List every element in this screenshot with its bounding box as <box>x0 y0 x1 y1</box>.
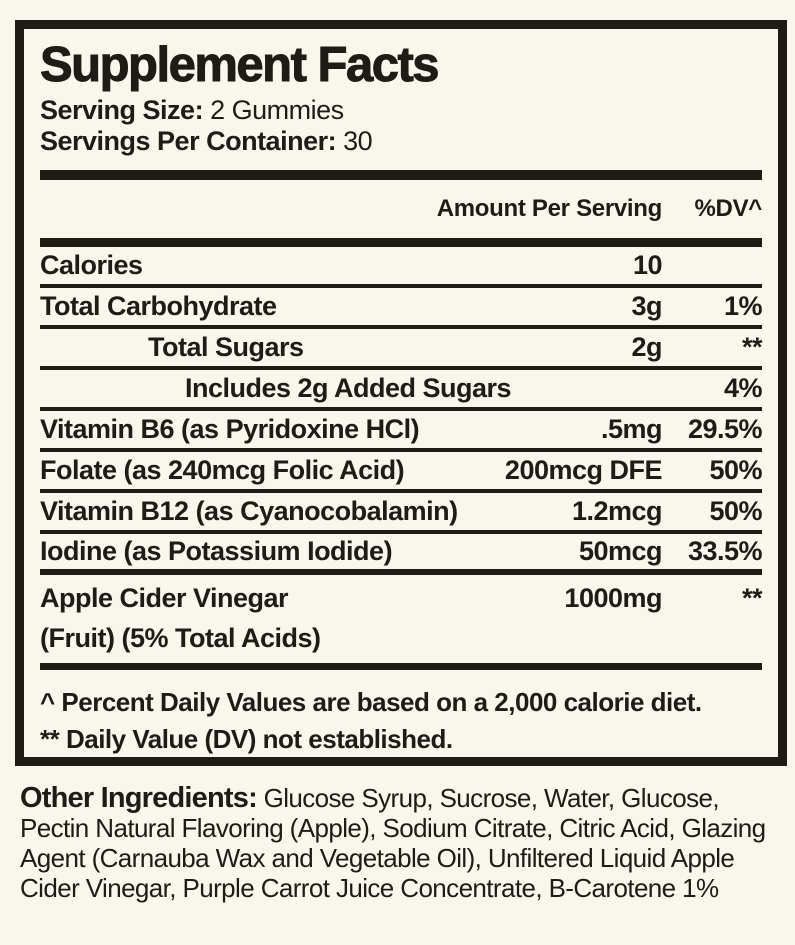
row-name-line2: (Fruit) (5% Total Acids) <box>40 623 321 653</box>
column-header-row <box>40 180 762 238</box>
row-dv: 50% <box>709 496 762 526</box>
row-name: Folate (as 240mcg Folic Acid) <box>40 455 405 485</box>
table-row-vitamin-b6 <box>40 411 762 452</box>
column-header-dv: %DV^ <box>694 195 762 222</box>
row-dv: 4% <box>723 373 762 403</box>
table-row-added-sugars <box>40 370 762 411</box>
row-amount: .5mg <box>600 414 662 444</box>
supplement-facts-panel <box>15 20 787 766</box>
panel-title: Supplement Facts <box>40 38 439 92</box>
servings-per-container-line <box>40 126 762 157</box>
servings-per-container-label: Servings Per Container: <box>40 126 337 156</box>
row-name-line1: Apple Cider Vinegar <box>40 583 289 613</box>
other-ingredients-text: Glucose Syrup, Sucrose, Water, Glucose, Pectin Natural Flavoring (Apple), Sodium Citrate, Citric Acid, Glazing Agent (Carnauba Wax and Vegetable Oil), Unfiltered Liquid Apple Cider Vinegar, Purple Carrot Juice Concentrate, B-Carotene 1% <box>20 783 766 903</box>
row-dv: ** <box>741 332 762 362</box>
serving-size-line <box>40 95 762 126</box>
row-amount: 3g <box>631 291 662 321</box>
row-name: Includes 2g Added Sugars <box>185 373 512 403</box>
table-row-vitamin-b12 <box>40 493 762 534</box>
row-name: Total Sugars <box>148 332 304 362</box>
row-dv: 1% <box>723 291 762 321</box>
table-row-iodine <box>40 534 762 575</box>
row-dv: 33.5% <box>687 536 762 566</box>
row-name: Vitamin B6 (as Pyridoxine HCl) <box>40 414 420 444</box>
row-amount: 200mcg DFE <box>504 455 662 485</box>
table-row-folate <box>40 452 762 493</box>
other-ingredients-section <box>20 783 780 903</box>
footnote-dv-not-established: ** Daily Value (DV) not established. <box>40 724 453 754</box>
row-name: Iodine (as Potassium Iodide) <box>40 536 393 566</box>
serving-size-label: Serving Size: <box>40 95 204 125</box>
row-name: Total Carbohydrate <box>40 291 277 321</box>
row-amount: 50mcg <box>578 536 662 566</box>
column-header-amount: Amount Per Serving <box>436 195 662 222</box>
row-dv: ** <box>741 583 762 613</box>
divider-thick-top <box>40 170 762 180</box>
divider-thick-footnote <box>40 663 762 670</box>
other-ingredients-label: Other Ingredients: <box>20 782 257 814</box>
serving-size-value: 2 Gummies <box>210 95 344 125</box>
row-amount: 1000mg <box>564 583 662 613</box>
row-name <box>40 578 564 658</box>
row-amount: 1.2mcg <box>571 496 662 526</box>
row-name: Vitamin B12 (as Cyanocobalamin) <box>40 496 458 526</box>
row-dv: 50% <box>709 455 762 485</box>
row-name: Calories <box>40 250 143 280</box>
row-dv: 29.5% <box>687 414 762 444</box>
servings-per-container-value: 30 <box>343 126 373 156</box>
footnote-daily-values: ^ Percent Daily Values are based on a 2,000 calorie diet. <box>40 687 702 717</box>
table-row-total-sugars <box>40 329 762 370</box>
footnotes <box>40 670 762 758</box>
table-row-calories <box>40 247 762 288</box>
divider-thick-header <box>40 238 762 247</box>
row-amount: 10 <box>632 250 662 280</box>
table-row-apple-cider-vinegar <box>40 575 762 663</box>
table-row-total-carbohydrate <box>40 288 762 329</box>
row-amount: 2g <box>631 332 662 362</box>
